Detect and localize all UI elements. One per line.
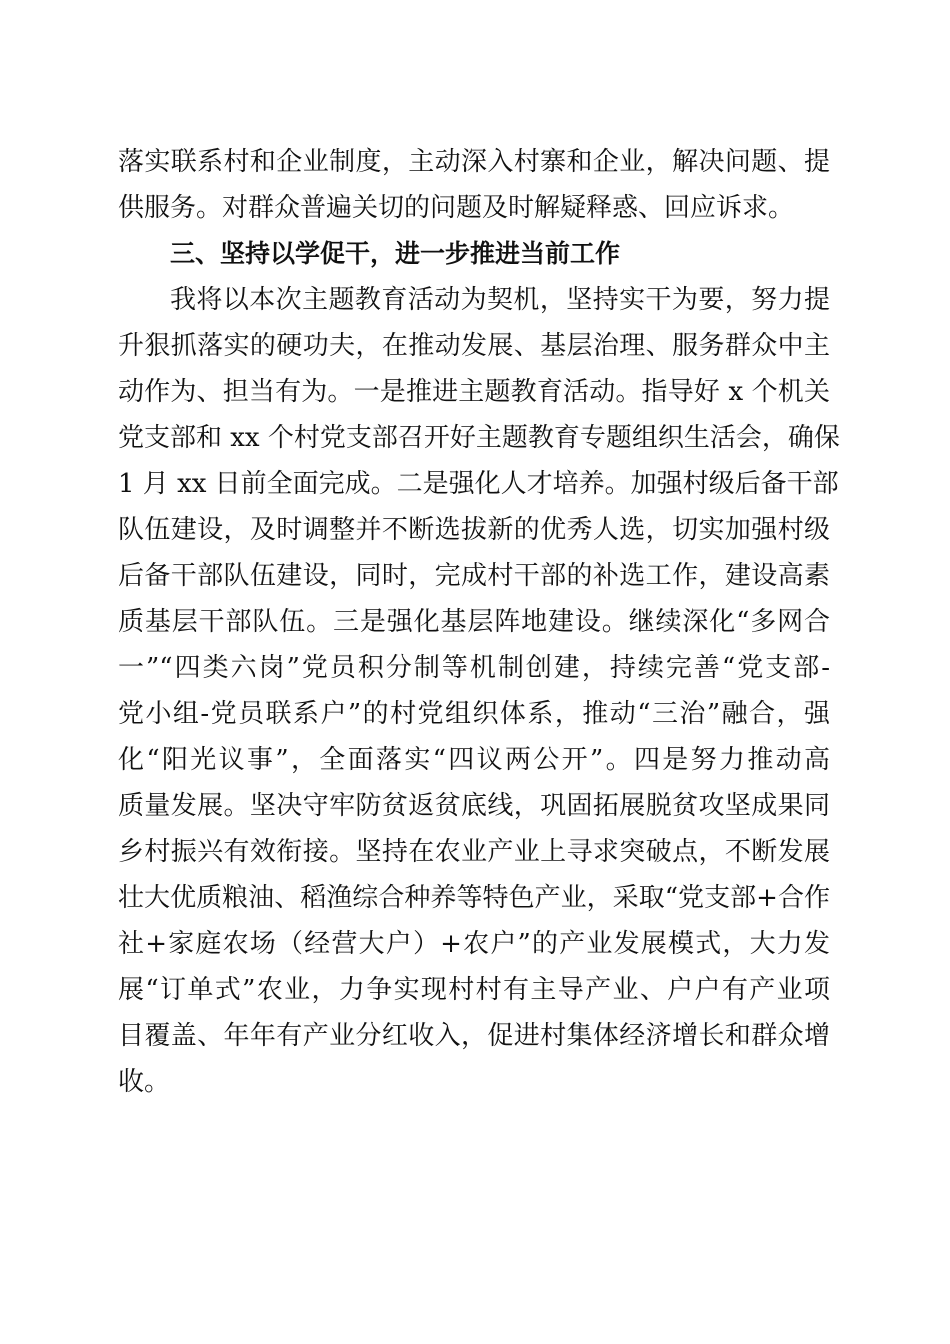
paragraph-line: 收。	[118, 1067, 171, 1097]
paragraph-line: 升狠抓落实的硬功夫，在推动发展、基层治理、服务群众中主	[118, 331, 830, 361]
paragraph-line: 动作为、担当有为。一是推进主题教育活动。指导好 x 个机关	[118, 377, 830, 407]
paragraph-line: 质基层干部队伍。三是强化基层阵地建设。继续深化“多网合	[118, 607, 830, 637]
paragraph-line: 展“订单式”农业，力争实现村村有主导产业、户户有产业项	[118, 975, 830, 1005]
paragraph-line: 1 月 xx 日前全面完成。二是强化人才培养。加强村级后备干部	[118, 469, 839, 499]
paragraph-line: 党小组-党员联系户”的村党组织体系，推动“三治”融合，强	[118, 699, 830, 729]
body-line: 落实联系村和企业制度，主动深入村寨和企业，解决问题、提	[118, 147, 830, 177]
body-line: 供服务。对群众普遍关切的问题及时解疑释惑、回应诉求。	[118, 193, 795, 223]
paragraph-line: 目覆盖、年年有产业分红收入，促进村集体经济增长和群众增	[118, 1021, 830, 1051]
paragraph-line: 社+家庭农场（经营大户）+农户”的产业发展模式，大力发	[118, 929, 830, 959]
paragraph-line: 壮大优质粮油、稻渔综合种养等特色产业，采取“党支部+合作	[118, 883, 830, 913]
paragraph-line: 质量发展。坚决守牢防贫返贫底线，巩固拓展脱贫攻坚成果同	[118, 791, 830, 821]
paragraph-line: 后备干部队伍建设，同时，完成村干部的补选工作，建设高素	[118, 561, 830, 591]
paragraph-line: 党支部和 xx 个村党支部召开好主题教育专题组织生活会，确保	[118, 423, 840, 453]
paragraph-line: 化“阳光议事”，全面落实“四议两公开”。四是努力推动高	[118, 745, 830, 775]
paragraph-line: 一”“四类六岗”党员积分制等机制创建，持续完善“党支部-	[118, 653, 830, 683]
paragraph-line: 队伍建设，及时调整并不断选拔新的优秀人选，切实加强村级	[118, 515, 830, 545]
paragraph-line: 乡村振兴有效衔接。坚持在农业产业上寻求突破点，不断发展	[118, 837, 830, 867]
paragraph-line: 我将以本次主题教育活动为契机，坚持实干为要，努力提	[170, 285, 830, 315]
section-heading: 三、坚持以学促干，进一步推进当前工作	[170, 239, 621, 268]
